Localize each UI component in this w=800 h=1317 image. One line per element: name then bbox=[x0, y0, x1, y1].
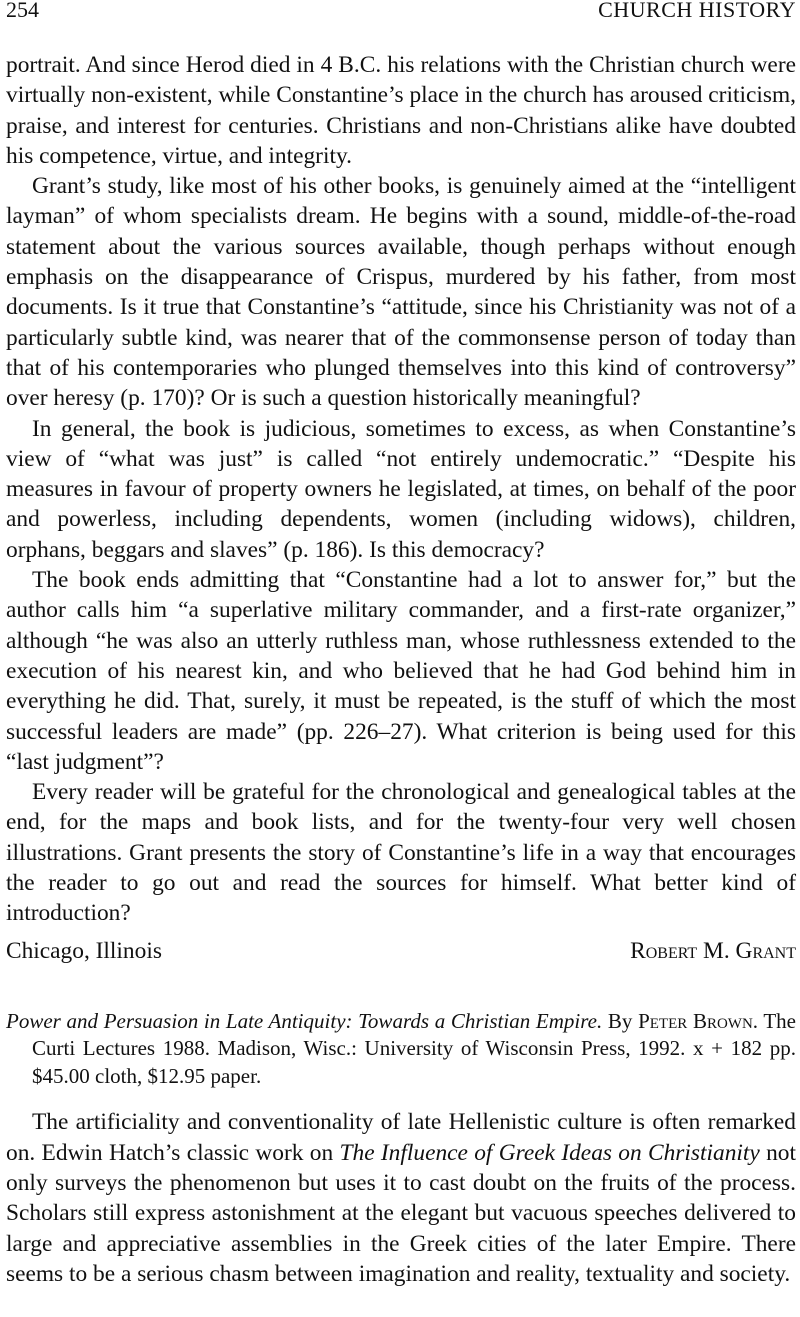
book-title: Power and Persuasion in Late Antiquity: Towards a Christian Empire. bbox=[6, 1008, 603, 1033]
page-number: 254 bbox=[6, 0, 39, 22]
review-paragraph-2: Grant’s study, like most of his other books, is genuinely aimed at the “intelligent layman” of whom specialists dream. He begins with a sound, middle-of-the-road statement about the various sources available, though perhaps without enough emphasis on the disappearance of Crispus, murdered by his father, from most documents. Is it true that Constantine’s “attitude, since his Christianity was not of a particularly subtle kind, was nearer that of the commonsense person of today than that of his contemporaries who plunged themselves into this kind of controversy” over heresy (p. 170)? Or is such a question historically meaningful? bbox=[6, 173, 796, 412]
review-paragraph-3: In general, the book is judicious, sometimes to excess, as when Constantine’s view of “what was just” is called “not entirely undemocratic.” “Despite his measures in favour of property owners he legislated, at times, on behalf of the poor and powerless, including dependents, women (including widows), children, orphans, beggars and slaves” (p. 186). Is this democracy? bbox=[6, 415, 796, 563]
review-paragraph-4: The book ends admitting that “Constantine had a lot to answer for,” but the author calls him “a superlative military commander, and a first-rate organizer,” although “he was also an utterly ruthless man, whose ruthlessness extended to the execution of his nearest kin, and who believed that he had God behind him in everything he did. That, surely, it must be repeated, is the stuff of which the most successful leaders are made” (pp. 226–27). What criterion is being used for this “last judgment”? bbox=[6, 567, 796, 775]
book-by: By bbox=[607, 1008, 633, 1033]
new-review-text-2: not only surveys the phenomenon but uses it to cast doubt on the fruits of the process. Scholars still express astonishment at the elegant but vacuous speeches delivered to large and appreciative assemblies in the Greek cities of the later Empire. There seems to be a serious chasm between imagination and reality, textuality and society. bbox=[6, 1139, 797, 1287]
new-review-paragraph-1 bbox=[6, 1107, 796, 1289]
running-head bbox=[6, 0, 796, 23]
reviewer-location: Chicago, Illinois bbox=[6, 937, 162, 964]
book-entry bbox=[6, 1008, 796, 1091]
new-review bbox=[6, 1107, 796, 1289]
reviewer-name: Robert M. Grant bbox=[630, 937, 796, 964]
book-details: . The Curti Lectures 1988. Madison, Wisc.: University of Wisconsin Press, 1992. x + 182 pp. $45.00 cloth, $12.95 paper. bbox=[32, 1008, 796, 1088]
review-paragraph-5: Every reader will be grateful for the chronological and genealogical tables at the end, for the maps and book lists, and for the twenty-four very well chosen illustrations. Grant presents the story of Constantine’s life in a way that encourages the reader to go out and read the sources for himself. What better kind of introduction? bbox=[6, 779, 796, 927]
book-author: Peter Brown bbox=[638, 1008, 753, 1033]
journal-title: CHURCH HISTORY bbox=[598, 0, 796, 22]
review-signature bbox=[6, 936, 796, 966]
cited-work-title: The Influence of Greek Ideas on Christianity bbox=[339, 1139, 760, 1166]
new-review-text-1: The artificiality and conventionality of late Hellenistic culture is often remarked on. Edwin Hatch’s classic work on bbox=[6, 1109, 796, 1166]
review-paragraph-1: portrait. And since Herod died in 4 B.C. his relations with the Christian church were virtually non-existent, while Constantine’s place in the church has aroused criticism, praise, and interest for centuries. Christians and non-Christians alike have doubted his competence, virtue, and integrity. bbox=[6, 52, 796, 169]
previous-review bbox=[6, 50, 796, 929]
